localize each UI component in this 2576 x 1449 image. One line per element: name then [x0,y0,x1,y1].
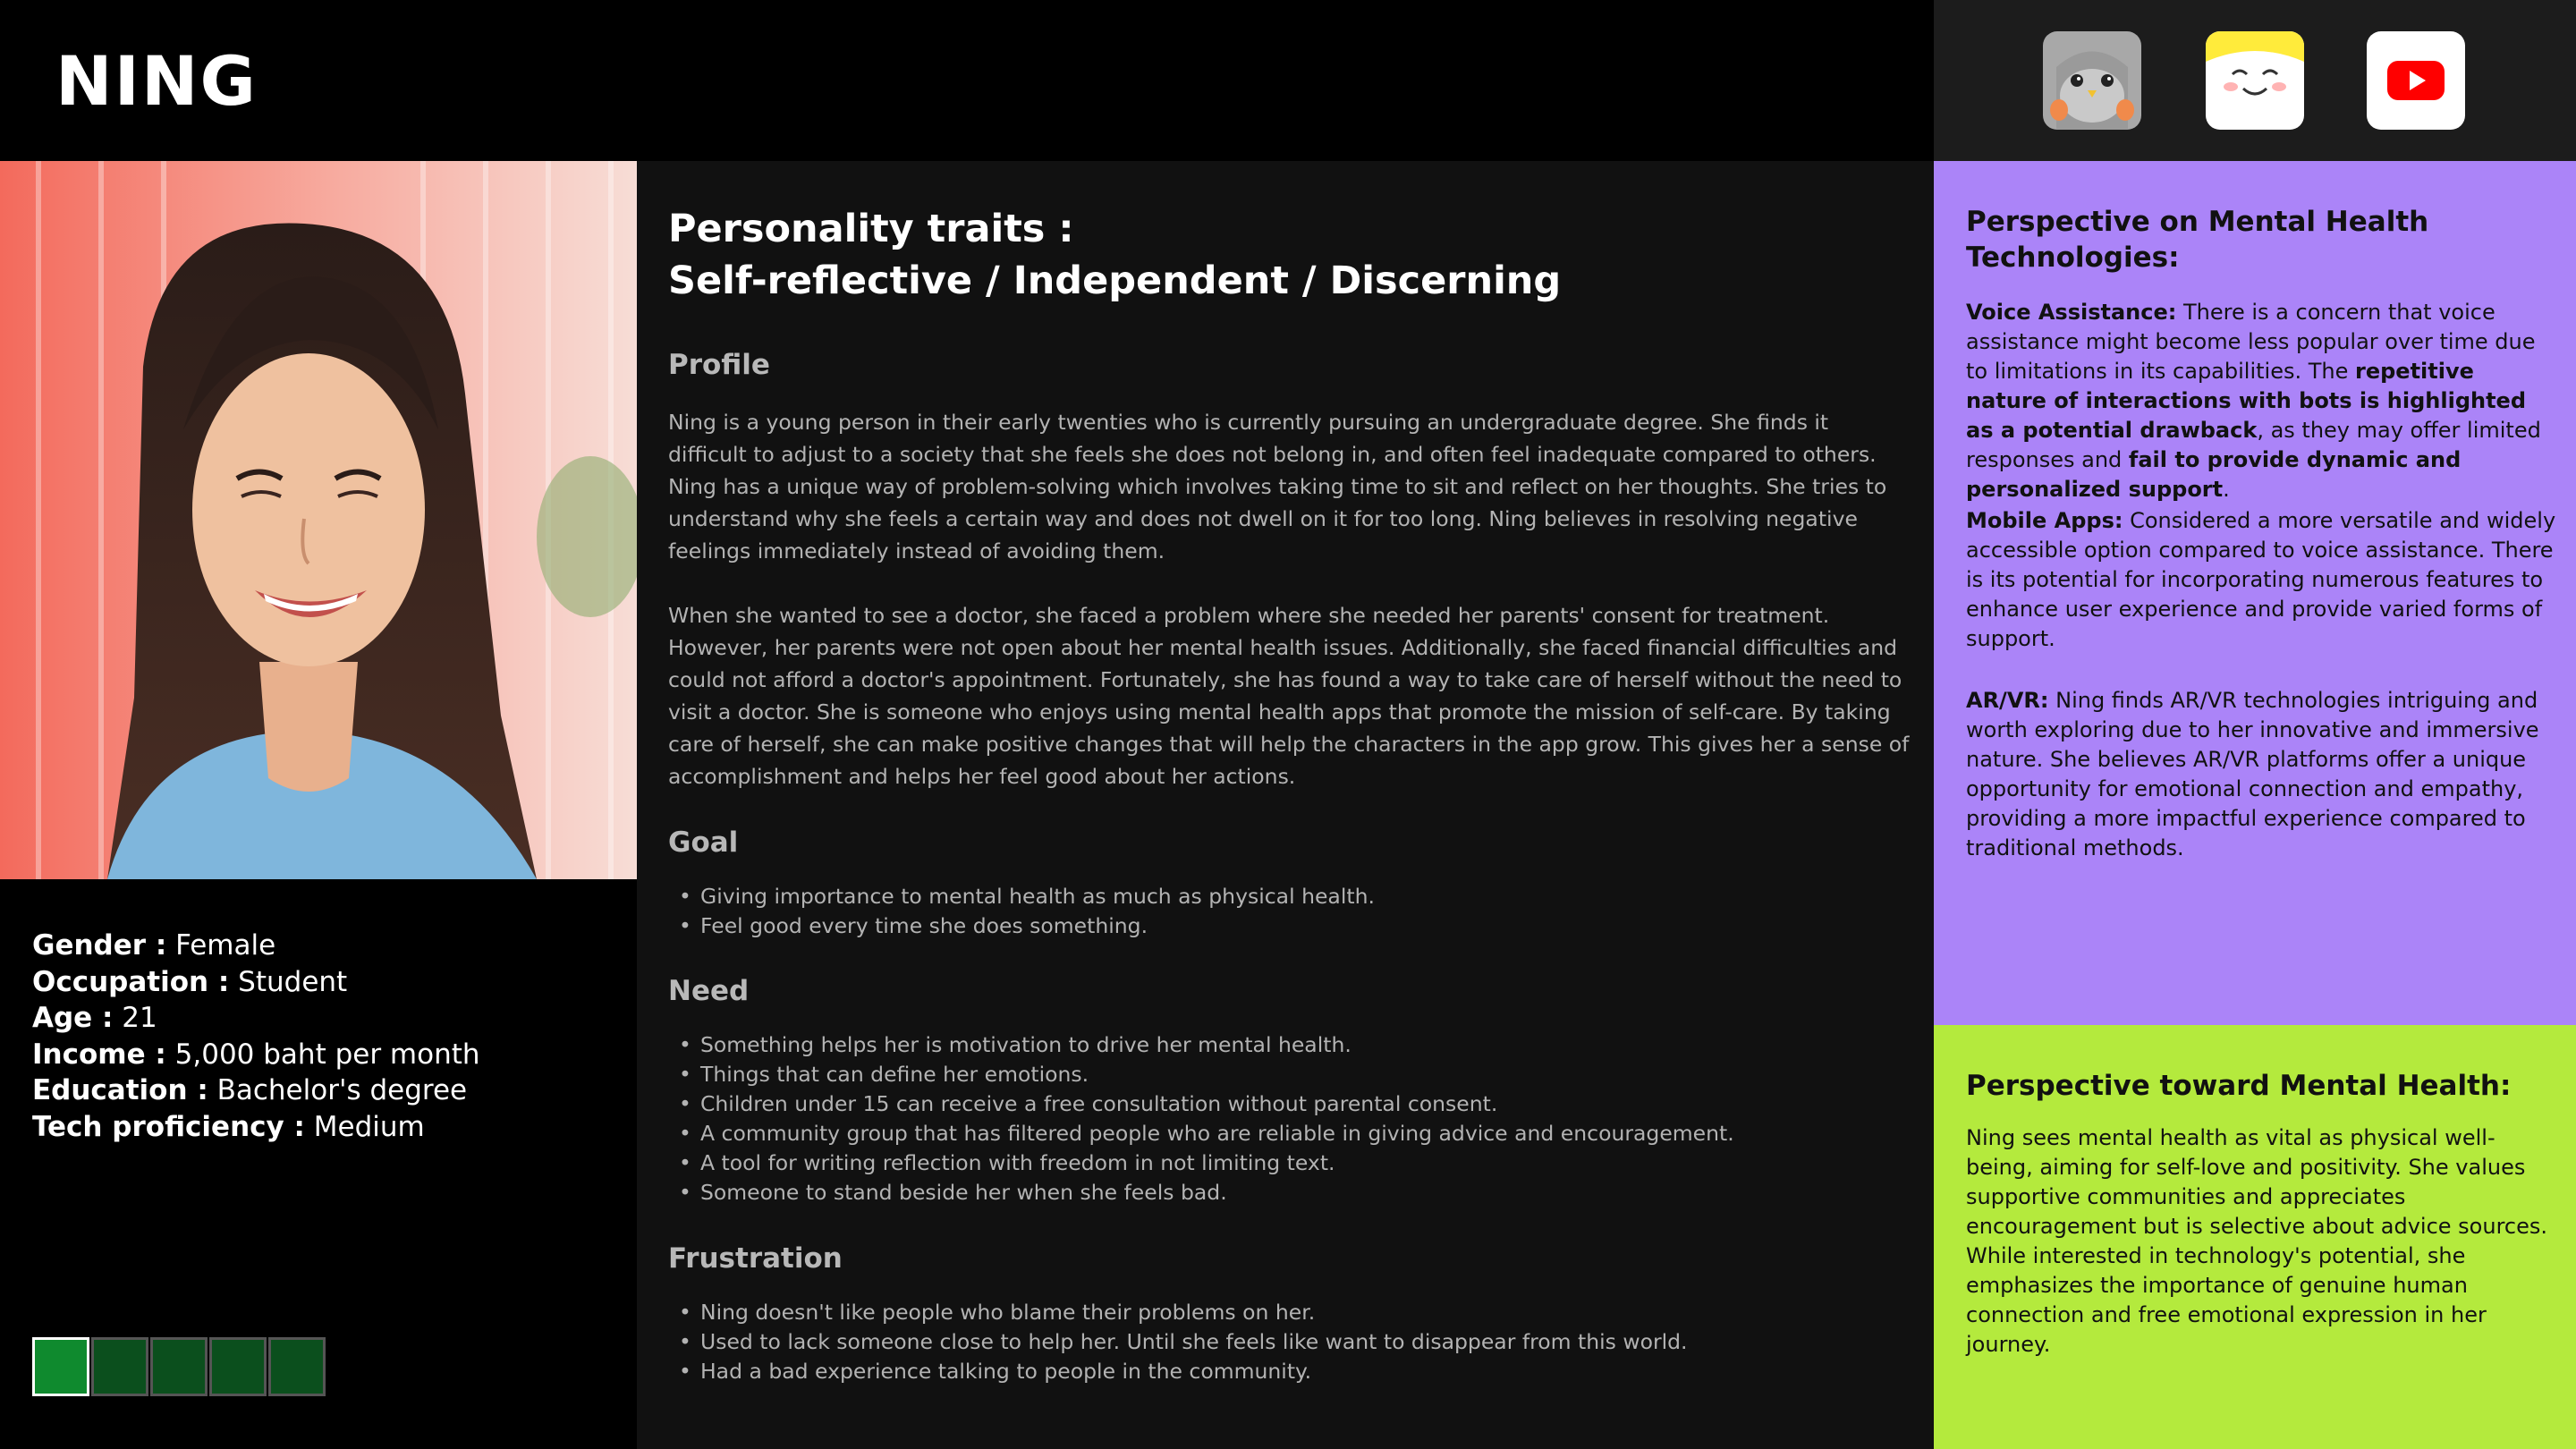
age-label: Age : [32,1002,114,1034]
arvr-text [1966,686,2556,863]
need-item: • Someone to stand beside her when she feels bad. [668,1178,1911,1208]
age-row [32,1000,480,1037]
education-label: Education : [32,1074,208,1106]
profile-paragraph-1: Ning is a young person in their early twenties who is currently pursuing an undergraduate degree. She finds it difficult to adjust to a society that she feels she does not belong in, and often feel inadequate compared to others. Ning has a unique way of problem-solving which involves taking time to sit and reflect on her thoughts. She tries to understand why she feels a certain way and does not dwell on it for too long. Ning believes in resolving negative feelings immediately instead of avoiding them. [668,410,1887,564]
voice-assistance-text [1966,298,2556,504]
profile-heading: Profile [668,349,770,381]
need-list [668,1030,1911,1208]
frustration-item: • Ning doesn't like people who blame their problems on her. [668,1298,1911,1327]
gender-label: Gender : [32,929,167,962]
frustration-list [668,1298,1911,1386]
income-row [32,1037,480,1073]
voice-bold-2: fail to provide dynamic and personalized support [1966,447,2462,502]
goal-heading: Goal [668,826,739,859]
frustration-item: • Had a bad experience talking to people in the community. [668,1357,1911,1386]
education-row [32,1072,480,1109]
education-value: Bachelor's degree [216,1074,468,1106]
tech-level-box [209,1337,267,1396]
arvr-body: Ning finds AR/VR technologies intriguing and worth exploring due to her innovative and immersive nature. She believes AR/VR platforms offer a unique opportunity for emotional connection and empathy, providing a more impactful experience compared to traditional methods. [1966,688,2539,860]
mental-health-perspective-heading: Perspective toward Mental Health: [1966,1070,2512,1102]
frustration-heading: Frustration [668,1242,843,1275]
penguin-app-icon[interactable] [2043,31,2141,130]
voice-text-1: There is a concern that voice assistance might become less popular over time due to limitations in its capabilities. The [1966,300,2536,384]
persona-details [637,161,1934,1449]
mental-health-perspective-panel [1934,1025,2576,1449]
goal-item: • Giving importance to mental health as much as physical health. [668,882,1911,911]
traits-values: Self-reflective / Independent / Discerning [668,258,1562,303]
mobile-apps-label: Mobile Apps: [1966,508,2123,533]
age-value: 21 [122,1002,157,1034]
mental-health-perspective-text: Ning sees mental health as vital as physical well-being, aiming for self-love and positivity. She values supportive communities and appreciates encouragement but is selective about advice sources. While interested in technology's potential, she emphasizes the importance of genuine human connection and free emotional expression in her journey. [1966,1125,2548,1357]
voice-bold-1: repetitive nature of interactions with bots is highlighted as a potential drawback [1966,359,2527,443]
mobile-apps-body: Considered a more versatile and widely accessible option compared to voice assistance. There is its potential for incorporating numerous features to enhance user experience and provide varied forms of support. [1966,508,2556,651]
tech-proficiency-value: Medium [313,1110,425,1143]
income-value: 5,000 baht per month [174,1038,480,1071]
need-item: • Children under 15 can receive a free consultation without parental consent. [668,1089,1911,1119]
tech-level-box [268,1337,326,1396]
voice-text-2: , as they may offer limited responses and [1966,418,2541,472]
occupation-label: Occupation : [32,965,230,998]
need-heading: Need [668,975,750,1007]
mobile-apps-text [1966,506,2556,654]
traits-heading: Personality traits : [668,207,1074,251]
tech-proficiency-row [32,1109,480,1146]
tech-level-box [150,1337,208,1396]
persona-photo [0,161,637,879]
voice-assistance-label: Voice Assistance: [1966,300,2177,325]
need-item: • Something helps her is motivation to drive her mental health. [668,1030,1911,1060]
tech-perspective-heading [1966,204,2428,275]
profile-paragraph-2: When she wanted to see a doctor, she faced a problem where she needed her parents' consent for treatment. However, her parents were not open about her mental health issues. Additionally, she faced financial difficulties and could not afford a doctor's appointment. Fortunately, she has found a way to take care of herself without the need to visit a doctor. She is someone who enjoys using mental health apps that promote the mission of self-care. By taking care of herself, she can make positive changes that will help the characters in the app grow. This gives her a sense of accomplishment and helps her feel good about her actions. [668,603,1910,789]
need-item: • Things that can define her emotions. [668,1060,1911,1089]
voice-text-3: . [2223,477,2230,502]
app-icon-bar [1934,0,2576,161]
personality-traits [668,203,1561,307]
tech-proficiency-label: Tech proficiency : [32,1110,305,1143]
income-label: Income : [32,1038,166,1071]
occupation-value: Student [238,965,348,998]
need-item: • A community group that has filtered people who are reliable in giving advice and encouragement. [668,1119,1911,1148]
gender-value: Female [175,929,276,962]
occupation-row [32,964,480,1001]
goal-item: • Feel good every time she does something. [668,911,1911,941]
youtube-app-icon[interactable] [2367,31,2465,130]
demographics-panel [0,879,637,1449]
smiley-app-icon[interactable] [2206,31,2304,130]
tech-level-box [91,1337,148,1396]
need-item: • A tool for writing reflection with freedom in not limiting text. [668,1148,1911,1178]
frustration-item: • Used to lack someone close to help her. Until she feels like want to disappear from this world. [668,1327,1911,1357]
tech-level-box [32,1337,89,1396]
arvr-label: AR/VR: [1966,688,2049,713]
tech-level-meter [32,1337,327,1396]
header [0,0,1934,161]
tech-perspective-heading-line-2: Technologies: [1966,242,2180,274]
tech-perspective-panel [1934,161,2576,1025]
goal-list [668,882,1911,941]
persona-name: NING [55,41,258,121]
gender-row [32,928,480,964]
demographics-list [32,928,480,1145]
tech-perspective-heading-line-1: Perspective on Mental Health [1966,206,2429,238]
